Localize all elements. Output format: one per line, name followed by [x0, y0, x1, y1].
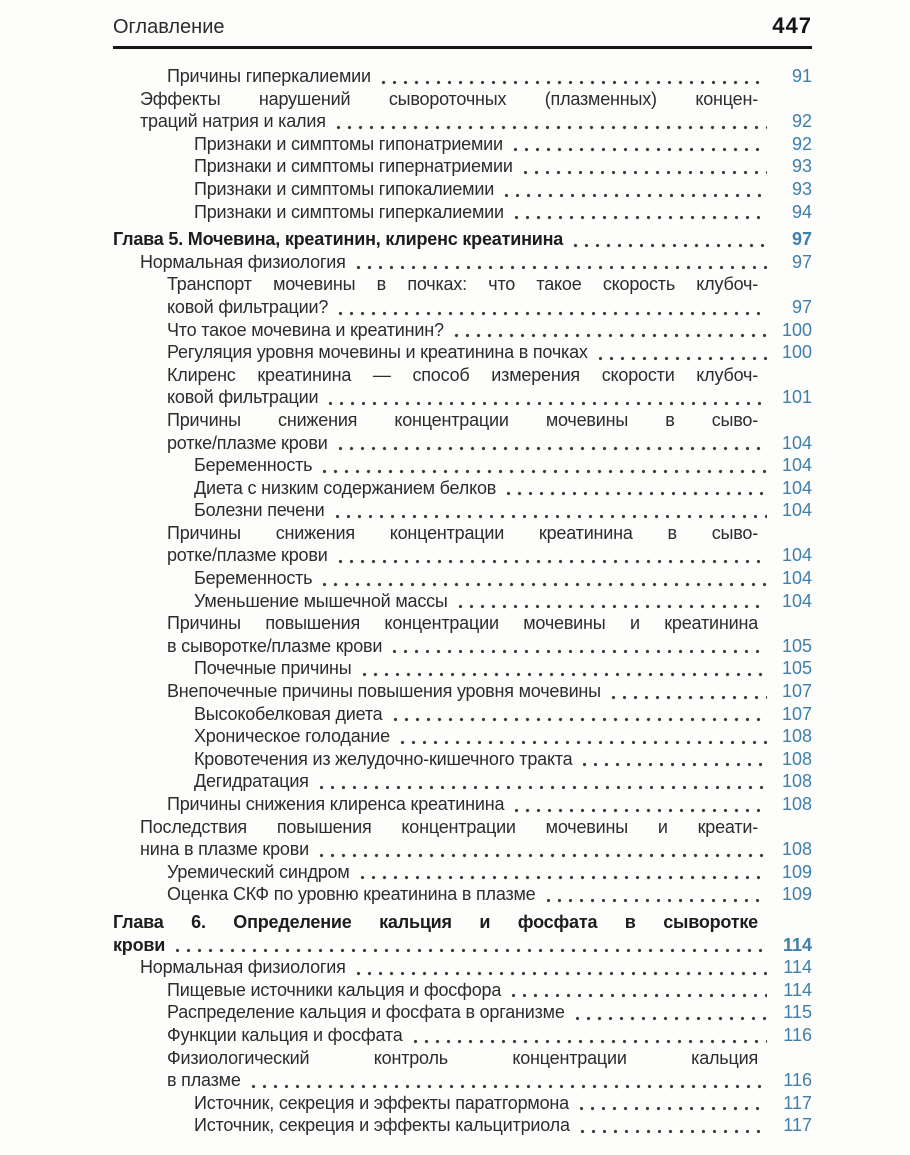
toc-entry	[194, 133, 812, 156]
dot-leader	[359, 657, 767, 680]
entry-text-line: Клиренс креатинина — способ измерения скорости клубоч-	[167, 364, 758, 385]
entry-page-number: 92	[791, 133, 812, 154]
entry-page-number: 114	[782, 934, 812, 955]
toc-entry	[194, 201, 812, 224]
toc-entry	[167, 793, 812, 816]
entry-page-number: 108	[781, 748, 812, 769]
entry-text-line: Причины снижения концентрации мочевины в сыво-	[167, 409, 758, 430]
dot-leader	[577, 1114, 767, 1137]
dot-leader	[353, 251, 767, 274]
entry-last-line	[167, 861, 812, 884]
entry-last-line	[167, 1024, 812, 1047]
entry-last-line	[167, 341, 812, 364]
entry-text: Уремический синдром	[167, 861, 350, 882]
entry-last-line	[167, 883, 812, 906]
dot-leader	[508, 979, 767, 1002]
entry-last-line	[140, 110, 812, 133]
entry-page-number: 94	[791, 201, 812, 222]
entry-last-line	[194, 748, 812, 771]
dot-leader	[543, 883, 768, 906]
entry-page-number: 105	[781, 658, 812, 679]
toc-entry	[194, 567, 812, 590]
header-rule	[113, 46, 812, 49]
toc-entry	[194, 1092, 812, 1115]
toc-entry	[194, 770, 812, 793]
entry-text: Распределение кальция и фосфата в организме	[167, 1002, 565, 1023]
entry-last-line	[167, 793, 812, 816]
toc-entry	[167, 612, 812, 657]
dot-leader	[319, 567, 767, 590]
dot-leader	[353, 956, 767, 979]
entry-last-line	[167, 65, 812, 88]
dot-leader	[316, 770, 767, 793]
entry-page-number: 100	[781, 319, 812, 340]
entry-text: Глава 5. Мочевина, креатинин, клиренс креатинина	[113, 229, 564, 250]
entry-text: нина в плазме крови	[140, 839, 309, 860]
entry-page-number: 97	[791, 229, 812, 250]
dot-leader	[333, 110, 767, 133]
entry-text: Пищевые источники кальция и фосфора	[167, 979, 502, 1000]
dot-leader	[332, 499, 767, 522]
dot-leader	[397, 725, 767, 748]
entry-text: в плазме	[167, 1070, 241, 1091]
entry-last-line	[140, 838, 812, 861]
toc-entry	[194, 477, 812, 500]
entry-last-line	[194, 725, 812, 748]
toc-chapter-entry	[113, 228, 812, 251]
entry-last-line	[167, 979, 812, 1002]
entry-last-line	[194, 454, 812, 477]
entry-last-line	[194, 657, 812, 680]
entry-last-line	[194, 155, 812, 178]
entry-last-line	[113, 228, 812, 251]
toc-entry	[194, 454, 812, 477]
dot-leader	[511, 793, 767, 816]
entry-page-number: 108	[781, 726, 812, 747]
entry-last-line	[140, 956, 812, 979]
entry-last-line	[167, 319, 812, 342]
entry-last-line	[194, 703, 812, 726]
entry-page-number: 108	[781, 839, 812, 860]
dot-leader	[455, 590, 767, 613]
toc-entry	[140, 251, 812, 274]
dot-leader	[378, 65, 767, 88]
entry-page-number: 97	[791, 251, 812, 272]
entry-text-line: Последствия повышения концентрации мочевины и креати-	[140, 816, 758, 837]
entry-page-number: 108	[781, 771, 812, 792]
entry-page-number: 116	[783, 1024, 812, 1045]
entry-page-number: 104	[781, 590, 812, 611]
entry-last-line	[167, 432, 812, 455]
dot-leader	[572, 1001, 767, 1024]
dot-leader	[335, 296, 767, 319]
entry-text-line: Причины снижения концентрации креатинина в сыво-	[167, 522, 758, 543]
toc-entry	[140, 956, 812, 979]
entry-text: в сыворотке/плазме крови	[167, 635, 383, 656]
entry-text: Болезни печени	[194, 500, 325, 521]
toc-entry	[194, 725, 812, 748]
entry-page-number: 101	[781, 387, 812, 408]
entry-text: Нормальная физиология	[140, 957, 346, 978]
entry-last-line	[167, 680, 812, 703]
entry-last-line	[194, 499, 812, 522]
entry-page-number: 104	[781, 477, 812, 498]
dot-leader	[595, 341, 767, 364]
toc-entry	[167, 364, 812, 409]
dot-leader	[325, 386, 767, 409]
toc-entry	[140, 88, 812, 133]
entry-last-line	[194, 567, 812, 590]
entry-page-number: 109	[781, 884, 812, 905]
entry-page-number: 91	[791, 66, 812, 86]
toc-entry	[194, 1114, 812, 1137]
dot-leader	[335, 432, 767, 455]
entry-text: Кровотечения из желудочно-кишечного тракта	[194, 748, 573, 769]
entry-text-line: Транспорт мочевины в почках: что такое скорость клубоч-	[167, 274, 758, 295]
toc-entry	[167, 861, 812, 884]
dot-leader	[451, 319, 767, 342]
toc-list	[113, 65, 812, 1137]
toc-entry	[167, 319, 812, 342]
entry-last-line	[140, 251, 812, 274]
entry-text: Что такое мочевина и креатинин?	[167, 319, 444, 340]
entry-text: Беременность	[194, 568, 313, 589]
toc-entry	[140, 816, 812, 861]
entry-text: Регуляция уровня мочевины и креатинина в почках	[167, 342, 588, 363]
entry-last-line	[194, 1092, 812, 1115]
page-header	[113, 13, 812, 39]
entry-last-line	[167, 1001, 812, 1024]
toc-entry	[167, 65, 812, 88]
entry-page-number: 92	[791, 111, 812, 132]
entry-text: Дегидратация	[194, 771, 309, 792]
entry-text: Признаки и симптомы гипернатриемии	[194, 156, 513, 177]
entry-last-line	[194, 178, 812, 201]
entry-page-number: 104	[781, 455, 812, 476]
entry-page-number: 93	[791, 156, 812, 177]
toc-entry	[167, 883, 812, 906]
toc-entry	[167, 1047, 812, 1092]
entry-last-line	[167, 544, 812, 567]
entry-page-number: 107	[781, 681, 812, 702]
toc-entry	[167, 1001, 812, 1024]
entry-text: Почечные причины	[194, 658, 352, 679]
entry-last-line	[194, 770, 812, 793]
entry-page-number: 104	[781, 432, 812, 453]
entry-page-number: 115	[783, 1002, 812, 1023]
entry-page-number: 117	[783, 1115, 812, 1136]
entry-text-line: Причины повышения концентрации мочевины и креатинина	[167, 613, 758, 634]
entry-page-number: 97	[791, 296, 812, 317]
entry-last-line	[167, 386, 812, 409]
entry-text: Хроническое голодание	[194, 726, 390, 747]
entry-last-line	[194, 201, 812, 224]
entry-text: Диета с низким содержанием белков	[194, 477, 497, 498]
entry-last-line	[167, 635, 812, 658]
dot-leader	[511, 201, 767, 224]
entry-text: Источник, секреция и эффекты кальцитриола	[194, 1115, 570, 1136]
toc-entry	[194, 657, 812, 680]
dot-leader	[410, 1024, 767, 1047]
entry-text: Беременность	[194, 455, 313, 476]
entry-text-line: Физиологический контроль концентрации кальция	[167, 1047, 758, 1068]
entry-last-line	[113, 934, 812, 957]
toc-entry	[194, 155, 812, 178]
toc-entry	[167, 273, 812, 318]
entry-text: Источник, секреция и эффекты паратгормона	[194, 1092, 569, 1113]
dot-leader	[316, 838, 767, 861]
entry-text: ковой фильтрации?	[167, 296, 329, 317]
toc-entry	[194, 178, 812, 201]
entry-last-line	[194, 1114, 812, 1137]
entry-last-line	[194, 590, 812, 613]
dot-leader	[248, 1069, 767, 1092]
entry-page-number: 107	[781, 703, 812, 724]
entry-last-line	[194, 477, 812, 500]
entry-text: Внепочечные причины повышения уровня мочевины	[167, 681, 601, 702]
header-title: Оглавление	[113, 16, 225, 38]
entry-page-number: 104	[781, 500, 812, 521]
dot-leader	[503, 477, 767, 500]
entry-text: крови	[113, 934, 166, 955]
dot-leader	[319, 454, 767, 477]
entry-text: ротке/плазме крови	[167, 432, 328, 453]
entry-text-line: Глава 6. Определение кальция и фосфата в сыворотке	[113, 911, 758, 932]
entry-text: ковой фильтрации	[167, 387, 319, 408]
toc-entry	[167, 409, 812, 454]
dot-leader	[335, 544, 767, 567]
toc-entry	[194, 590, 812, 613]
entry-text: Высокобелковая диета	[194, 703, 383, 724]
toc-entry	[194, 748, 812, 771]
entry-page-number: 114	[783, 957, 812, 978]
entry-text: траций натрия и калия	[140, 111, 326, 132]
entry-text: Причины снижения клиренса креатинина	[167, 794, 505, 814]
entry-text: ротке/плазме крови	[167, 545, 328, 566]
toc-entry	[194, 499, 812, 522]
entry-page-number: 93	[791, 178, 812, 199]
dot-leader	[390, 703, 768, 726]
dot-leader	[576, 1092, 767, 1115]
entry-page-number: 104	[781, 568, 812, 589]
toc-entry	[167, 979, 812, 1002]
entry-text: Оценка СКФ по уровню креатинина в плазме	[167, 884, 536, 905]
dot-leader	[570, 228, 767, 251]
entry-text: Признаки и симптомы гипонатриемии	[194, 133, 503, 154]
header-page-number: 447	[772, 13, 812, 38]
entry-text: Признаки и симптомы гиперкалиемии	[194, 201, 504, 222]
toc-entry	[194, 703, 812, 726]
entry-page-number: 108	[781, 794, 812, 814]
entry-text: Признаки и симптомы гипокалиемии	[194, 178, 495, 199]
dot-leader	[357, 861, 767, 884]
dot-leader	[608, 680, 767, 703]
entry-page-number: 104	[781, 545, 812, 566]
entry-text: Причины гиперкалиемии	[167, 66, 371, 86]
entry-page-number: 100	[781, 342, 812, 363]
entry-page-number: 105	[781, 635, 812, 656]
entry-text: Уменьшение мышечной массы	[194, 590, 448, 611]
entry-page-number: 114	[783, 979, 812, 1000]
dot-leader	[172, 934, 767, 957]
entry-text: Функции кальция и фосфата	[167, 1024, 403, 1045]
dot-leader	[501, 178, 767, 201]
entry-page-number: 109	[781, 861, 812, 882]
dot-leader	[389, 635, 767, 658]
toc-entry	[167, 1024, 812, 1047]
entry-text-line: Эффекты нарушений сывороточных (плазменных) концен-	[140, 88, 758, 109]
dot-leader	[579, 748, 767, 771]
entry-last-line	[194, 133, 812, 156]
entry-text: Нормальная физиология	[140, 251, 346, 272]
toc-entry	[167, 522, 812, 567]
toc-entry	[167, 341, 812, 364]
entry-last-line	[167, 296, 812, 319]
dot-leader	[510, 133, 767, 156]
toc-chapter-entry	[113, 911, 812, 956]
dot-leader	[520, 155, 767, 178]
entry-page-number: 116	[783, 1070, 812, 1091]
entry-last-line	[167, 1069, 812, 1092]
toc-entry	[167, 680, 812, 703]
entry-page-number: 117	[783, 1092, 812, 1113]
